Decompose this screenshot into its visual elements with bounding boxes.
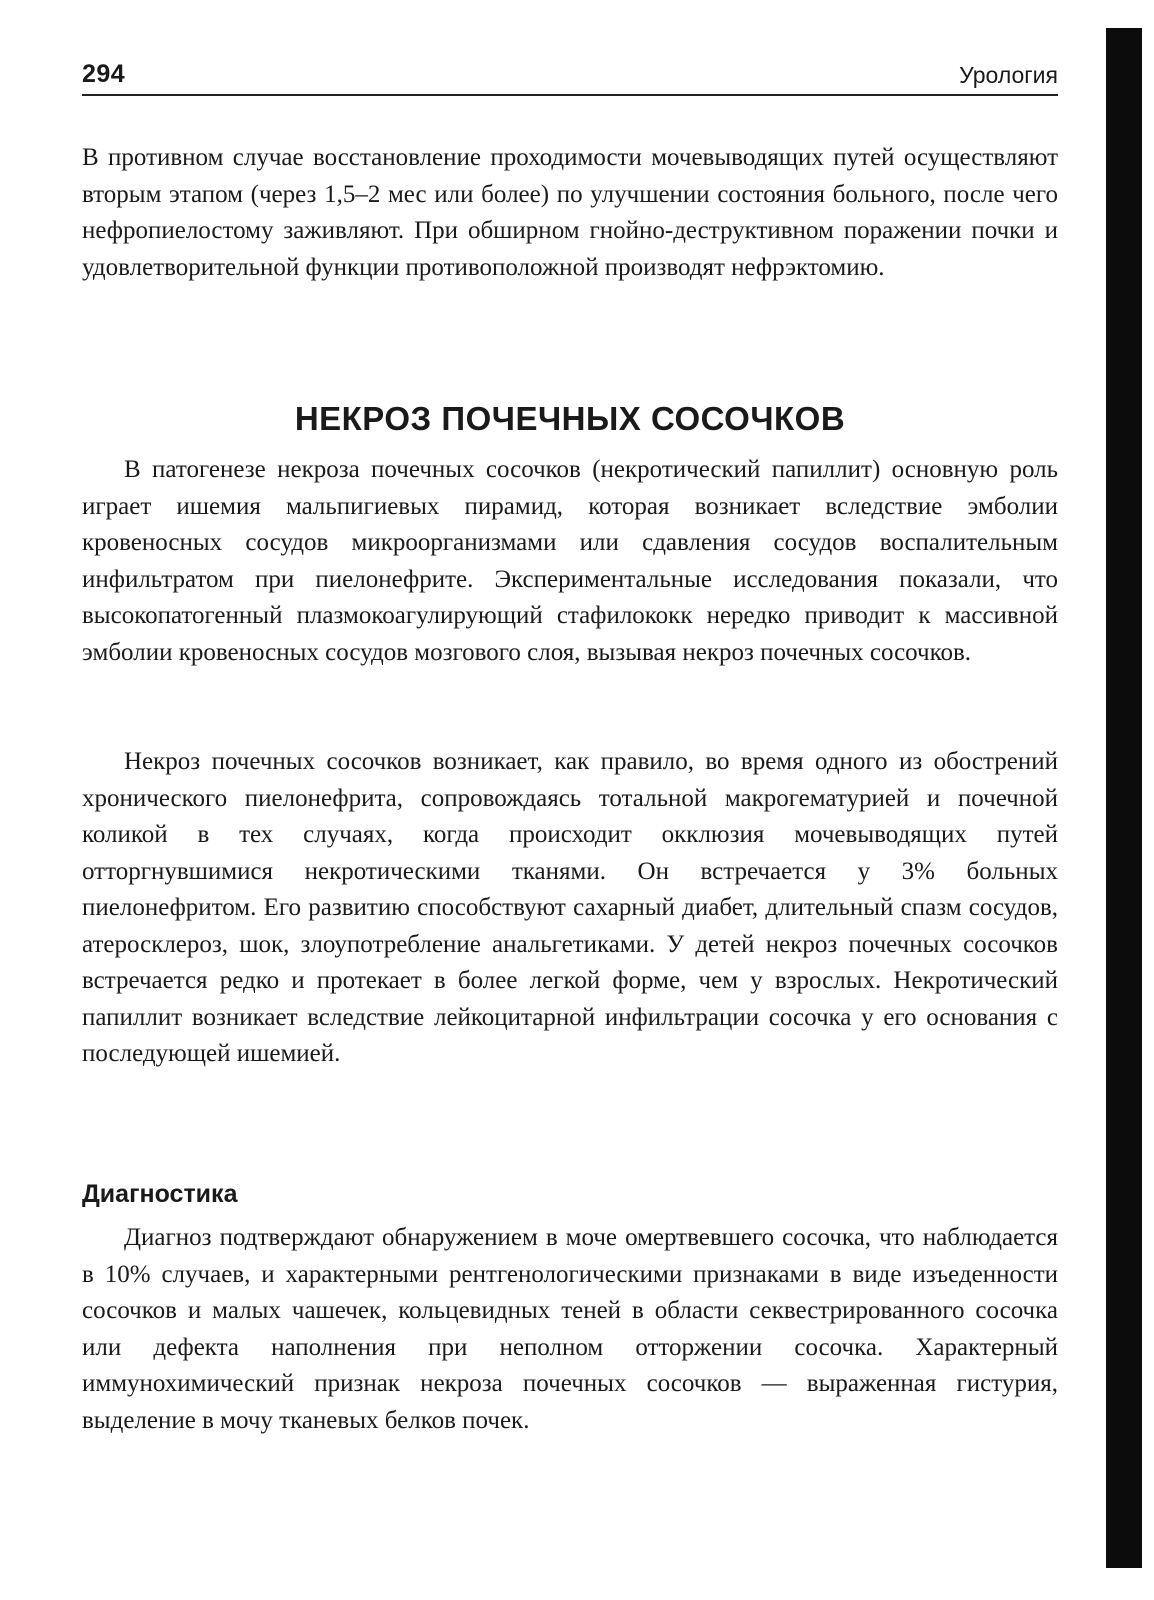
intro-paragraph: В противном случае восстановление проходимости мочевыводящих путей осуществляют вторым этапом (через 1,5–2 мес или более) по улучшении состояния больного, после чего нефропиелостому заживляют. При обширном гнойно-деструктивном поражении почки и удовлетворительной функции противоположной производят нефрэктомию. [82, 144, 1058, 281]
subheading-diagnostics: Диагностика [82, 1180, 238, 1208]
page-header [82, 58, 1058, 98]
running-title: Урология [959, 62, 1058, 88]
page-number: 294 [82, 60, 126, 88]
section-paragraph-1: В патогенезе некроза почечных сосочков (некротический папиллит) основную роль играет ишемия мальпигиевых пирамид, которая возникает вследствие эмболии кровеносных сосудов микроорганизмами или сдавления сосудов воспалительным инфильтратом при пиелонефрите. Экспериментальные исследования показали, что высокопатогенный плазмокоагулирующий стафилококк нередко приводит к массивной эмболии кровеносных сосудов мозгового слоя, вызывая некроз почечных сосочков. [82, 456, 1058, 666]
section-title: НЕКРОЗ ПОЧЕЧНЫХ СОСОЧКОВ [294, 400, 846, 437]
section-paragraph-2: Некроз почечных сосочков возникает, как правило, во время одного из обострений хронического пиелонефрита, сопровождаясь тотальной макрогематурией и почечной коликой в тех случаях, когда происходит окклюзия мочевыводящих путей отторгнувшимися некротическими тканями. Он встречается у 3% больных пиелонефритом. Его развитию способствуют сахарный диабет, длительный спазм сосудов, атеросклероз, шок, злоупотребление анальгетиками. У детей некроз почечных сосочков встречается редко и протекает в более легкой форме, чем у взрослых. Некротический папиллит возникает вследствие лейкоцитарной инфильтрации сосочка у его основания с последующей ишемией. [82, 748, 1058, 1067]
diagnostics-paragraph: Диагноз подтверждают обнаружением в моче омертвевшего сосочка, что наблюдается в 10% случаев, и характерными рентгенологическими признаками в виде изъеденности сосочков и малых чашечек, кольцевидных теней в области секвестрированного сосочка или дефекта наполнения при неполном отторжении сосочка. Характерный иммунохимический признак некроза почечных сосочков — выраженная гистурия, выделение в мочу тканевых белков почек. [82, 1224, 1058, 1434]
header-rule [82, 94, 1058, 96]
scan-binding-shadow [1106, 28, 1142, 1568]
